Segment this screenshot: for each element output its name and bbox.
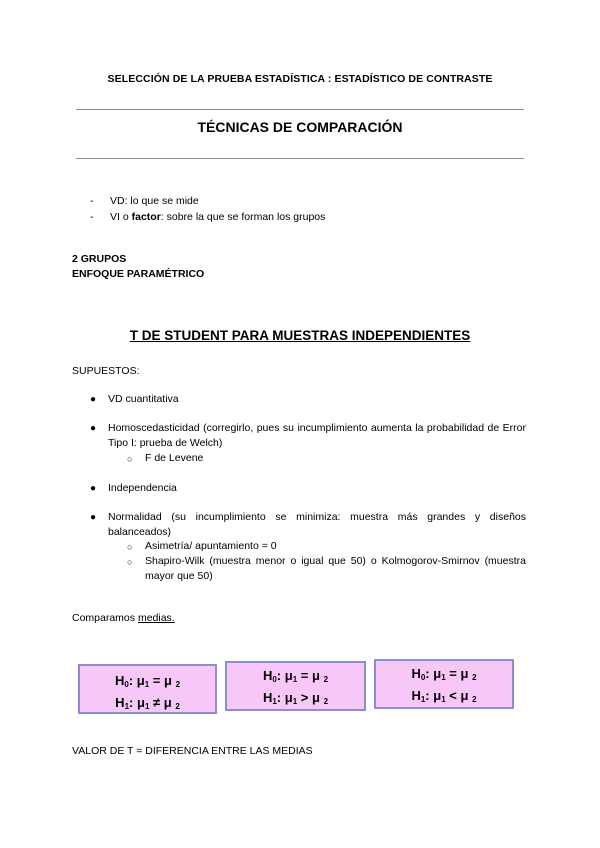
main-heading [0,328,600,343]
circle-bullet-icon: ○ [127,454,133,464]
comparamos-line [72,612,175,624]
section-title: TÉCNICAS DE COMPARACIÓN [197,119,403,135]
hypothesis-box-left-tailed [374,659,514,709]
vd-text: VD: lo que se mide [110,195,199,207]
main-heading-text: T DE STUDENT PARA MUESTRAS INDEPENDIENTES [129,328,471,343]
supuesto-2: Homoscedasticidad (corregirlo, pues su incumplimiento aumenta la probabilidad de Error Tipo I: prueba de Welch) [108,422,526,449]
document-title: SELECCIÓN DE LA PRUEBA ESTADÍSTICA : ESTADÍSTICO DE CONTRASTE [107,73,493,85]
vi-suffix: : sobre la que se forman los grupos [160,211,326,223]
bullet-icon: ● [90,423,97,434]
comparamos-underlined: medias. [137,612,175,624]
circle-bullet-icon: ○ [127,542,133,552]
bullet-icon: ● [90,483,97,494]
h1-line: $H_1$: $\mu_1 \ne \mu$ $_2$ [115,695,180,711]
vi-text [110,211,325,223]
approach-line: ENFOQUE PARAMÉTRICO [72,268,205,280]
bullet-icon: ● [90,394,97,405]
supuesto-4-sub-1: Asimetría/ apuntamiento = 0 [145,540,277,552]
h1-line: $H_1$: $\mu_1 > \mu$ $_2$ [262,690,329,706]
supuesto-3: Independencia [108,482,177,494]
hypothesis-box-two-tailed [78,664,217,714]
top-divider [76,109,524,110]
vi-prefix: VI o [110,211,132,223]
h1-line: $H_1$: $\mu_1 < \mu$ $_2$ [411,688,477,704]
hypothesis-box-right-tailed [225,661,366,711]
supuesto-2-sub-1: F de Levene [145,452,204,464]
circle-bullet-icon: ○ [127,557,133,567]
dash-marker: - [90,211,94,223]
supuesto-4: Normalidad (su incumplimiento se minimiza: muestra más grandes y diseños balanceados) [108,511,526,538]
footer-line: VALOR DE T = DIFERENCIA ENTRE LAS MEDIAS [72,745,313,757]
h0-line: $H_0$: $\mu_1 = \mu$ $_2$ [262,668,329,684]
vi-bold: factor [131,211,161,223]
supuestos-label: SUPUESTOS: [72,365,140,377]
h0-line: $H_0$: $\mu_1 = \mu$ $_2$ [114,673,181,689]
h0-line: $H_0$: $\mu_1 = \mu$ $_2$ [411,666,477,682]
dash-marker: - [90,195,94,207]
supuesto-1: VD cuantitativa [108,393,179,405]
comparamos-prefix: Comparamos [72,612,138,624]
supuesto-4-sub-2: Shapiro-Wilk (muestra menor o igual que 50) o Kolmogorov-Smirnov (muestra mayor que 50) [145,555,526,582]
bullet-icon: ● [90,512,97,523]
groups-line: 2 GRUPOS [72,253,127,265]
bottom-divider [76,158,524,159]
